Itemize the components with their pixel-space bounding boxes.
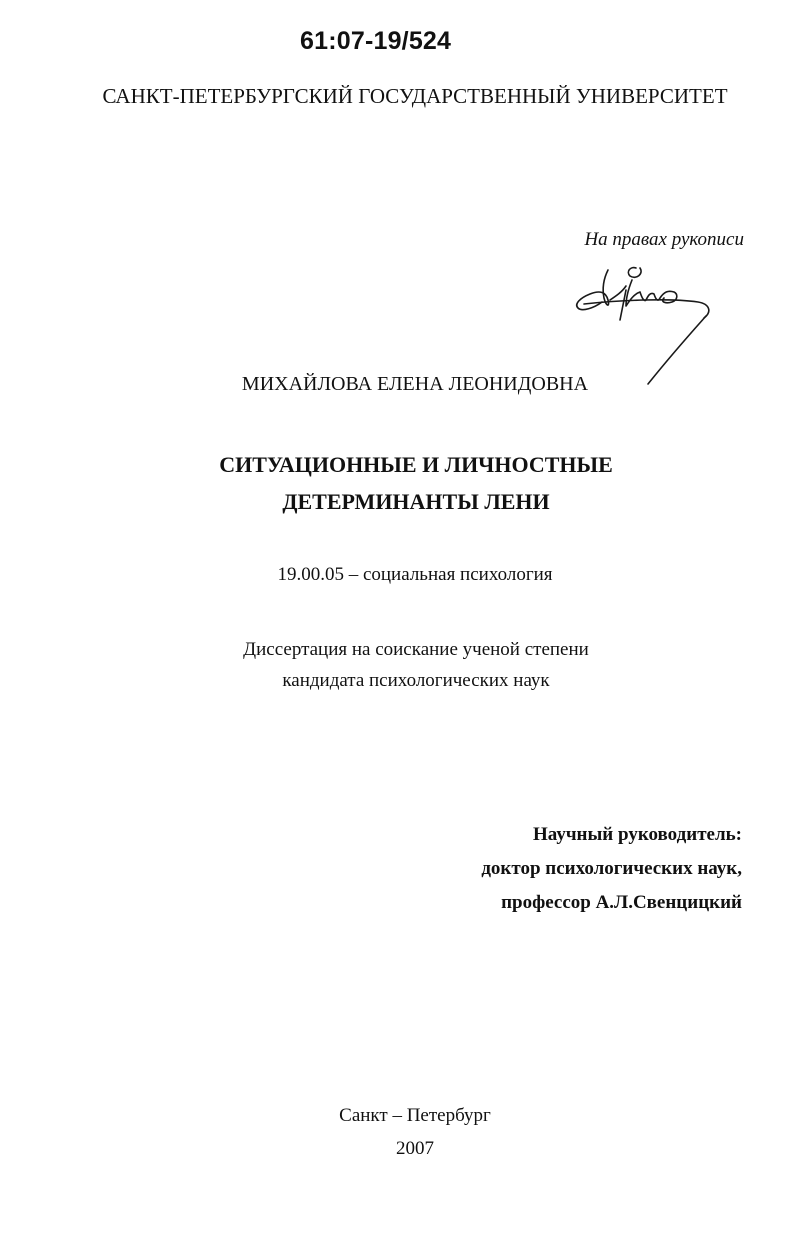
supervisor-degree: доктор психологических наук,: [481, 858, 742, 879]
title-line-2: ДЕТЕРМИНАНТЫ ЛЕНИ: [282, 489, 550, 514]
city: Санкт – Петербург: [339, 1105, 491, 1126]
dissertation-title: [0, 446, 793, 520]
university-name: САНКТ-ПЕТЕРБУРГСКИЙ ГОСУДАРСТВЕННЫЙ УНИВЕРСИТЕТ: [102, 84, 728, 108]
author-name: МИХАЙЛОВА ЕЛЕНА ЛЕОНИДОВНА: [241, 373, 589, 395]
manuscript-note: На правах рукописи: [584, 229, 744, 250]
supervisor-heading: Научный руководитель:: [533, 824, 742, 845]
specialty-code: 19.00.05 – социальная психология: [277, 564, 553, 585]
degree-statement: [0, 634, 793, 696]
title-line-1: СИТУАЦИОННЫЕ И ЛИЧНОСТНЫЕ: [219, 452, 613, 477]
registry-number: 61:07-19/524: [300, 27, 452, 55]
degree-line-1: Диссертация на соискание ученой степени: [243, 639, 589, 660]
supervisor-name: профессор А.Л.Свенцицкий: [501, 892, 742, 913]
year: 2007: [396, 1138, 434, 1159]
supervisor-block: [481, 818, 742, 920]
degree-line-2: кандидата психологических наук: [282, 670, 550, 691]
